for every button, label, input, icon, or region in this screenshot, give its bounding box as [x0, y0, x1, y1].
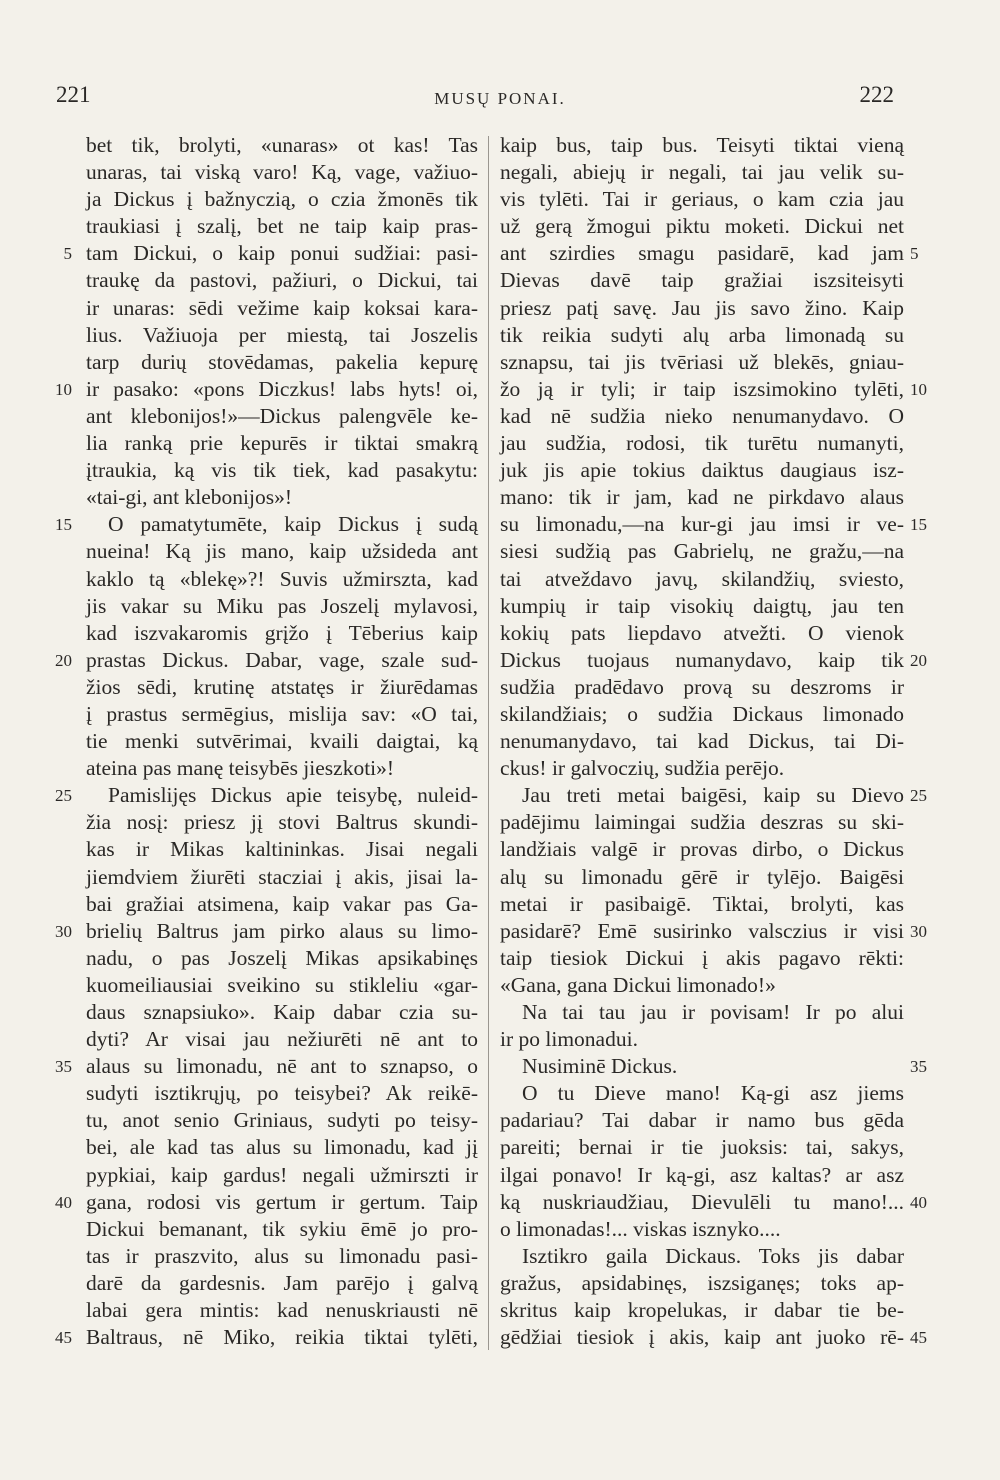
text-line: traukiasi į szalį, bet ne taip kaip pras-	[86, 214, 478, 239]
line-number: 40	[910, 1192, 927, 1212]
text-line: negali, abiejų ir negali, tai jau velik su-	[500, 160, 904, 185]
text-line: o limonadas!... viskas isznyko....	[500, 1216, 781, 1241]
text-line: sznapsu, tai jis tvēriasi už blekēs, gniau-	[500, 349, 904, 374]
text-line: kaip bus, taip bus. Teisyti tiktai vieną	[500, 133, 904, 157]
text-line: ir pasako: «pons Diczkus! labs hyts! oi,	[86, 376, 478, 401]
text-line: Na tai tau jau ir povisam! Ir po alui	[522, 1000, 904, 1024]
text-line: Nusiminē Dickus.	[522, 1054, 678, 1079]
text-line: metai ir pasibaigē. Tiktai, brolyti, kas	[500, 891, 904, 916]
text-line: kad iszvakaromis grįžo į Tēberius kaip	[86, 620, 478, 645]
text-line: jau sudžia, rodosi, tik turētu numanyti,	[500, 431, 904, 456]
text-line: siesi sudžią pas Gabrielų, ne gražu,—na	[500, 539, 904, 564]
line-number: 20	[55, 650, 72, 670]
line-number: 45	[55, 1328, 72, 1348]
line-number: 45	[910, 1328, 927, 1348]
text-line: su limonadu,—na kur-gi jau imsi ir ve-	[500, 512, 904, 537]
text-line: tie menki sutvērimai, kvaili daigtai, ką	[86, 729, 478, 754]
line-number: 10	[55, 379, 72, 399]
left-text-column	[86, 132, 478, 1351]
text-line: gražus, apsidabinęs, iszsiganęs; toks ap-	[500, 1270, 904, 1295]
text-line: «tai-gi, ant klebonijos»!	[86, 485, 293, 510]
text-line: nadu, o pas Joszelį Mikas apsikabinęs	[86, 945, 478, 970]
text-line: Dickui bemanant, tik sykiu ēmē jo pro-	[86, 1216, 478, 1241]
text-line: tik reikia sudyti alų arba limonadą su	[500, 322, 904, 347]
right-page-number: 222	[859, 82, 894, 107]
text-line: kumpių ir taip visokių daigtų, jau ten	[500, 593, 904, 618]
text-line: bei, ale kad tas alus su limonadu, kad jį	[86, 1135, 478, 1160]
text-line: Baltraus, nē Miko, reikia tiktai tylēti,	[86, 1325, 478, 1350]
text-line: vis tylēti. Tai ir geriaus, o kam czia jau	[500, 187, 904, 212]
text-line: žo ją ir tyli; ir taip iszsimokino tylēti,	[500, 376, 904, 401]
text-line: ateina pas manę teisybēs jieszkoti»!	[86, 756, 395, 781]
line-number: 15	[55, 515, 72, 535]
left-page-number: 221	[56, 82, 91, 107]
text-line: kad nē sudžia nieko nenumanydavo. O	[500, 403, 904, 428]
text-line: Jau treti metai baigēsi, kaip su Dievo	[522, 783, 904, 808]
text-line: pypkiai, kaip gardus! negali užmirszti ir	[86, 1162, 478, 1187]
text-line: ką nuskriaudžiau, Dievulēli tu mano!...	[500, 1189, 904, 1214]
text-line: Dievas davē taip gražiai iszsiteisyti	[500, 268, 904, 293]
text-line: Dickus tuojaus numanydavo, kaip tik	[500, 647, 904, 672]
text-line: tas ir praszvito, alus su limonadu pasi-	[86, 1243, 478, 1268]
text-line: žios sēdi, krutinę atstatęs ir žiurēdamas	[86, 674, 478, 699]
text-line: ant szirdies smagu pasidarē, kad jam	[500, 241, 904, 266]
text-line: ir po limonadui.	[500, 1027, 638, 1052]
line-number: 20	[910, 650, 927, 670]
line-number: 30	[910, 921, 927, 941]
text-line: landžiais valgē ir provas dirbo, o Dickus	[500, 837, 904, 862]
text-line: prastas Dickus. Dabar, vage, szale sud-	[86, 647, 478, 672]
text-line: bai gražiai atsimena, kaip vakar pas Ga-	[86, 891, 478, 916]
text-line: nenumanydavo, tai kad Dickus, tai Di-	[500, 729, 904, 754]
text-line: kokių pats liepdavo atvežti. O vienok	[500, 620, 904, 645]
text-line: jis vakar su Miku pas Joszelį mylavosi,	[86, 593, 478, 618]
text-line: sudyti isztikrųjų, po teisybei? Ak reikē-	[86, 1081, 478, 1106]
text-line: daus sznapsiuko». Kaip dabar czia su-	[86, 1000, 478, 1024]
column-divider	[488, 136, 489, 1350]
text-line: įtraukia, ką vis tik tiek, kad pasakytu:	[86, 458, 478, 483]
line-number: 5	[63, 244, 72, 264]
text-line: tarp durių stovēdamas, pakelia kepurę	[86, 349, 478, 374]
text-line: sudžia pradēdavo provą su deszroms ir	[500, 674, 904, 699]
text-line: už gerą žmogui piktu moketi. Dickui net	[500, 214, 904, 239]
text-line: nueina! Ką jis mano, kaip užsideda ant	[86, 539, 478, 564]
text-line: ja Dickus į bažnyczią, o czia žmonēs tik	[86, 187, 478, 212]
line-number: 5	[910, 244, 919, 264]
line-number: 40	[55, 1192, 72, 1212]
text-line: padējimu laimingai sudžia deszras su ski-	[500, 810, 904, 835]
text-line: ckus! ir galvoczių, sudžia perējo.	[500, 756, 785, 781]
text-line: Pamislijęs Dickus apie teisybę, nuleid-	[108, 783, 478, 808]
text-line: mano: tik ir jam, kad ne pirkdavo alaus	[500, 485, 904, 510]
text-line: Isztikro gaila Dickaus. Toks jis dabar	[522, 1243, 904, 1268]
text-line: pasidarē? Emē susirinko valsczius ir visi	[500, 918, 904, 943]
text-line: pareiti; bernai ir tie juoksis: tai, sakys,	[500, 1135, 904, 1160]
text-line: ant klebonijos!»—Dickus palengvēle ke-	[86, 403, 478, 428]
text-line: tam Dickui, o kaip ponui sudžiai: pasi-	[86, 241, 478, 266]
text-line: kas ir Mikas kaltininkas. Jisai negali	[86, 837, 478, 862]
text-line: darē da gardesnis. Jam parējo į galvą	[86, 1270, 478, 1295]
line-number: 30	[55, 921, 72, 941]
text-line: unaras, tai viską varo! Ką, vage, važiuo-	[86, 160, 478, 185]
text-line: į prastus sermēgius, mislija sav: «O tai,	[86, 701, 478, 726]
line-number: 35	[55, 1057, 72, 1077]
line-number: 10	[910, 379, 927, 399]
text-line: lius. Važiuoja per miestą, tai Joszelis	[86, 322, 478, 347]
text-line: juk jis apie tokius daiktus daugiaus isz-	[500, 458, 904, 483]
text-line: jiemdviem žiurēti stacziai į akis, jisai la-	[86, 864, 478, 889]
right-text-column	[500, 132, 904, 1351]
text-line: O pamatytumēte, kaip Dickus į sudą	[108, 512, 478, 537]
text-line: labai gera mintis: kad nenuskriausti nē	[86, 1298, 478, 1323]
line-number: 25	[55, 786, 72, 806]
text-line: ir unaras: sēdi vežime kaip koksai kara-	[86, 295, 478, 320]
text-line: alų su limonadu gērē ir tylējo. Baigēsi	[500, 864, 904, 889]
text-line: alaus su limonadu, nē ant to sznapso, o	[86, 1054, 478, 1079]
text-line: skilandžiais; o sudžia Dickaus limonado	[500, 701, 904, 726]
text-line: dyti? Ar visai jau nežiurēti nē ant to	[86, 1027, 478, 1052]
text-line: tai atveždavo javų, skilandžių, sviesto,	[500, 566, 904, 591]
line-number: 35	[910, 1057, 927, 1077]
line-number: 25	[910, 786, 927, 806]
text-line: brielių Baltrus jam pirko alaus su limo-	[86, 918, 478, 943]
text-line: skritus kaip kropelukas, ir dabar tie be-	[500, 1298, 904, 1323]
text-line: taip tiesiok Dickui į akis pagavo rēkti:	[500, 945, 904, 970]
text-line: ilgai ponavo! Ir ką-gi, asz kaltas? ar asz	[500, 1162, 904, 1187]
text-line: tu, anot senio Griniaus, sudyti po teisy-	[86, 1108, 478, 1133]
text-line: bet tik, brolyti, «unaras» ot kas! Tas	[86, 133, 478, 157]
text-line: kaklo tą «blekę»?! Suvis užmirszta, kad	[86, 566, 478, 591]
line-number: 15	[910, 515, 927, 535]
text-line: kuomeiliausiai sveikino su stikleliu «gar-	[86, 972, 478, 997]
text-line: traukę da pastovi, pažiuri, o Dickui, tai	[86, 268, 478, 293]
text-line: priesz patį savę. Jau jis savo žino. Kaip	[500, 295, 904, 320]
running-title: MUSŲ PONAI.	[434, 89, 566, 108]
text-line: žia nosį: priesz jį stovi Baltrus skundi-	[86, 810, 478, 835]
text-line: «Gana, gana Dickui limonado!»	[500, 972, 776, 997]
text-line: O tu Dieve mano! Ką-gi asz jiems	[522, 1081, 904, 1106]
text-line: gana, rodosi vis gertum ir gertum. Taip	[86, 1189, 478, 1214]
text-line: lia ranką prie kepurēs ir tiktai smakrą	[86, 431, 478, 456]
text-line: gēdžiai tiesiok į akis, kaip ant juoko rē-	[500, 1325, 904, 1350]
text-line: padariau? Tai dabar ir namo bus gēda	[500, 1108, 904, 1133]
